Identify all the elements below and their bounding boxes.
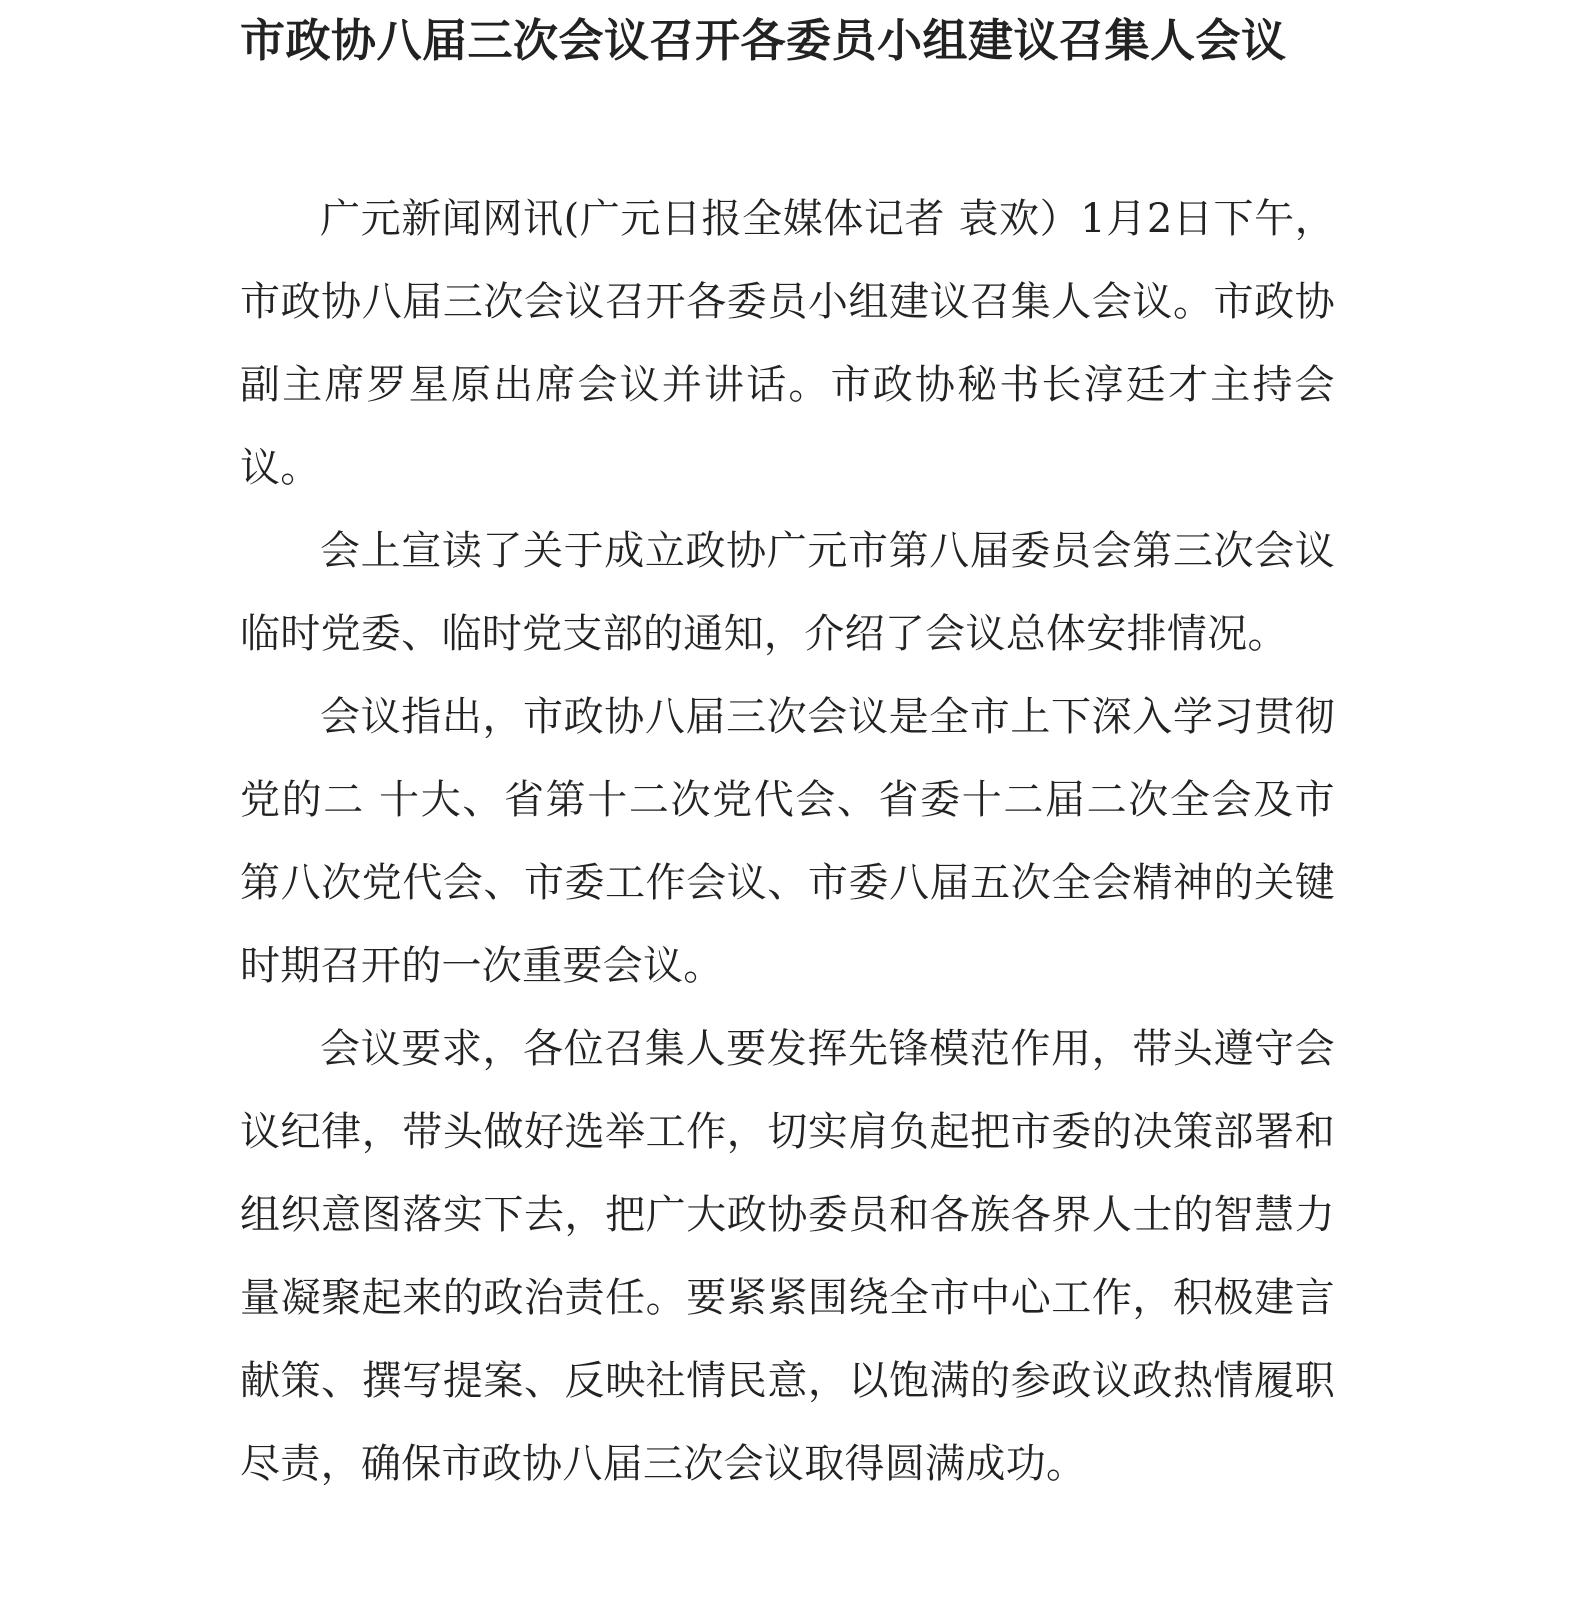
paragraph-notice: 会上宣读了关于成立政协广元市第八届委员会第三次会议临时党委、临时党支部的通知，介绍了会议总体安排情况。	[240, 528, 1335, 657]
paragraph-meeting-points: 会议指出，市政协八届三次会议是全市上下深入学习贯彻党的二 十大、省第十二次党代会、省委十二届二次全会及市第八次党代会、市委工作会议、市委八届五次全会精神的关键时期召开的一次重要会议。	[240, 694, 1335, 989]
paragraph-requirements: 会议要求，各位召集人要发挥先锋模范作用，带头遵守会议纪律，带头做好选举工作，切实肩负起把市委的决策部署和组织意图落实下去，把广大政协委员和各族各界人士的智慧力量凝聚起来的政治责任。要紧紧围绕全市中心工作，积极建言献策、撰写提案、反映社情民意，以饱满的参政议政热情履职尽责，确保市政协八届三次会议取得圆满成功。	[240, 1026, 1335, 1487]
document-page	[240, 0, 1335, 1506]
article-body	[240, 178, 1335, 1506]
article-title: 市政协八届三次会议召开各委员小组建议召集人会议	[240, 14, 1287, 67]
paragraph-intro: 广元新闻网讯(广元日报全媒体记者 袁欢）1月2日下午，市政协八届三次会议召开各委员小组建议召集人会议。市政协副主席罗星原出席会议并讲话。市政协秘书长淳廷才主持会议。	[240, 196, 1335, 491]
